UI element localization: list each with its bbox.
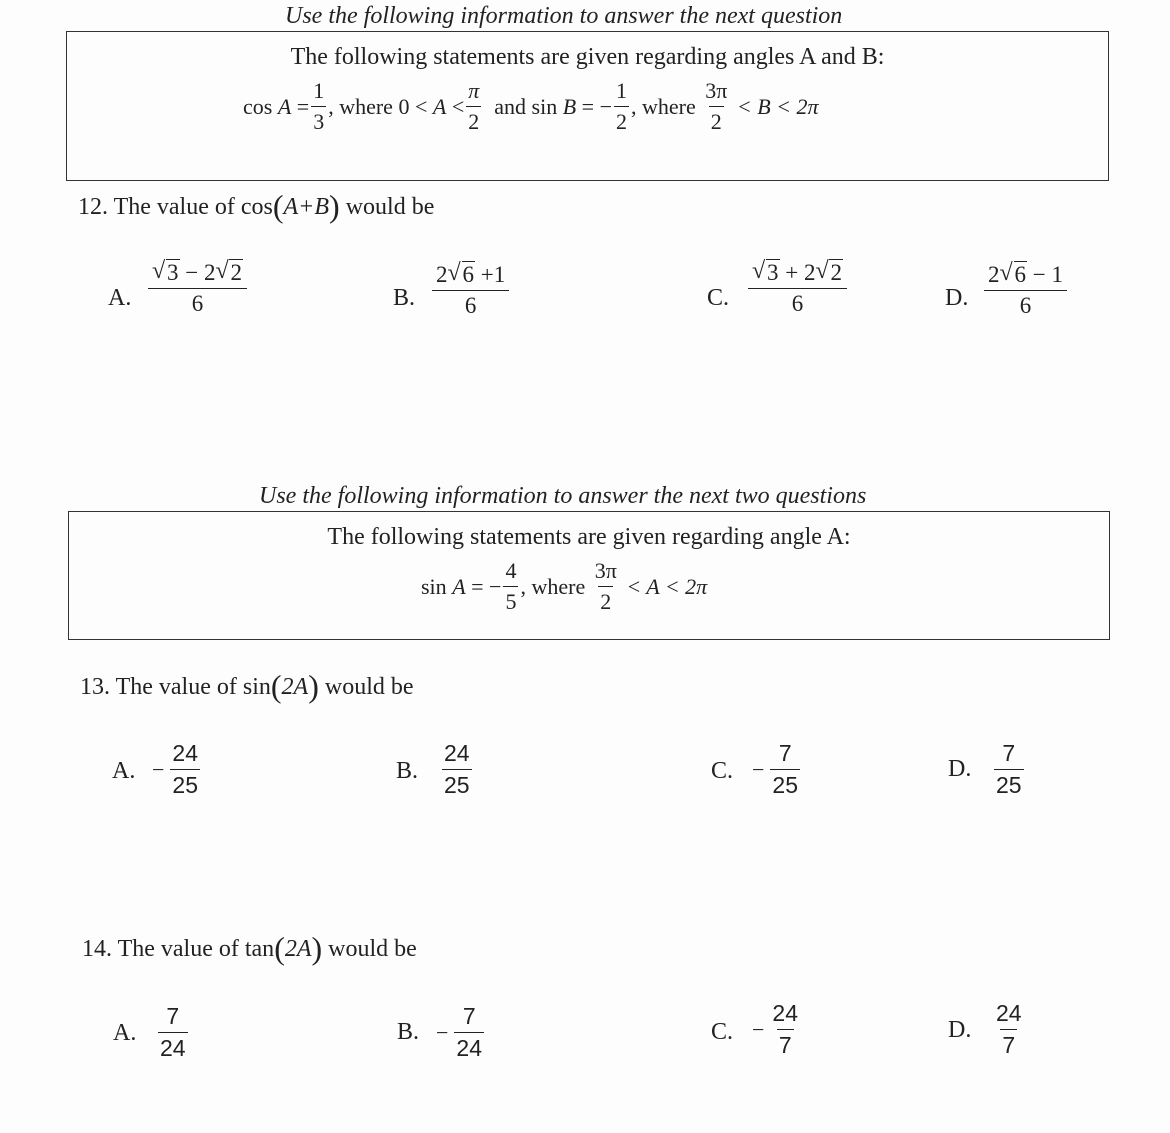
- sqrt-radicand: 3: [767, 260, 779, 285]
- fraction-numerator: 24: [772, 1000, 799, 1026]
- fraction-denominator: 25: [994, 769, 1024, 799]
- fraction-numerator: 24: [172, 740, 199, 766]
- question-number: 14.: [82, 936, 112, 962]
- sqrt-radicand: 3: [167, 260, 179, 285]
- fraction-numerator: 7: [462, 1003, 476, 1029]
- a-range-text: < A < 2π: [626, 573, 708, 599]
- three-pi-half-fraction: [703, 78, 729, 135]
- equals-minus: = −: [581, 93, 612, 119]
- fraction-numerator: 7: [1002, 740, 1016, 766]
- equals-minus: = −: [471, 573, 502, 599]
- option-letter: D.: [945, 285, 969, 311]
- fraction-denominator: 3: [311, 106, 326, 135]
- fraction-denominator: 2: [466, 106, 481, 135]
- sqrt-radicand: 2: [230, 260, 242, 285]
- cos-func: cos: [243, 93, 273, 119]
- fraction-numerator: 1: [616, 78, 627, 103]
- info2-conditions: [421, 558, 707, 615]
- q14-option-c[interactable]: [752, 1000, 802, 1059]
- three-pi-half-fraction: [593, 558, 619, 615]
- minus-sign: −: [752, 1016, 765, 1042]
- sin-b-fraction: [614, 78, 629, 135]
- equals-sign: =: [296, 93, 310, 119]
- option-letter: A.: [112, 758, 136, 784]
- sqrt-radicand: 6: [462, 262, 474, 287]
- function-argument: 2A: [281, 674, 309, 700]
- q12-option-b[interactable]: [432, 262, 509, 319]
- cos-func: cos: [240, 194, 273, 220]
- coefficient: 2: [436, 262, 448, 287]
- fraction-numerator: 24: [996, 1000, 1022, 1026]
- question-text-end: would be: [328, 936, 417, 962]
- info2-intro: Use the following information to answer the next two questions: [259, 483, 867, 509]
- fraction-numerator: 1: [313, 78, 325, 103]
- minus-sign: −: [152, 756, 165, 782]
- where-text: , where: [520, 573, 586, 599]
- info2-statement: The following statements are given regarding angle A:: [327, 524, 851, 550]
- option-letter: D.: [948, 756, 972, 782]
- fraction-denominator: 6: [984, 290, 1067, 319]
- and-sin-text: and sin: [494, 93, 558, 119]
- sin-func: sin: [421, 573, 447, 599]
- info2-box: [68, 511, 1110, 640]
- q12-option-c[interactable]: [748, 260, 847, 317]
- info1-statement: The following statements are given regarding angles A and B:: [290, 44, 885, 70]
- question-text: The value of: [115, 674, 237, 700]
- fraction-numerator: 4: [505, 558, 517, 583]
- question-text: The value of: [113, 194, 235, 220]
- cos-a-fraction: [311, 78, 326, 135]
- question-text-end: would be: [345, 194, 435, 220]
- q14-option-a[interactable]: [152, 1003, 190, 1062]
- angle-a: A: [432, 93, 447, 119]
- fraction-denominator: 5: [503, 586, 518, 615]
- info1-intro: Use the following information to answer the next question: [285, 3, 843, 29]
- fraction-denominator: 25: [770, 769, 800, 799]
- where-text: , where 0 <: [328, 93, 428, 119]
- q14-option-d[interactable]: [988, 1000, 1026, 1059]
- pi-half-fraction: [466, 78, 481, 135]
- fraction-denominator: 25: [442, 769, 472, 799]
- angle-b: B: [562, 93, 577, 119]
- fraction-denominator: 6: [432, 290, 509, 319]
- q13-option-b[interactable]: [436, 740, 474, 799]
- option-letter: C.: [711, 1019, 734, 1045]
- sqrt-radicand: 2: [830, 260, 842, 285]
- numerator-mid: + 2: [779, 260, 816, 285]
- question-13: 13. The value of sin(2A) would be: [80, 668, 414, 704]
- question-12: 12. The value of cos(A+B) would be: [78, 188, 435, 224]
- q14-option-b[interactable]: [436, 1003, 486, 1062]
- question-text: The value of: [117, 936, 239, 962]
- tan-func: tan: [244, 936, 275, 962]
- sin-a-fraction: [503, 558, 518, 615]
- info1-conditions: [243, 78, 819, 135]
- fraction-denominator: 7: [777, 1029, 794, 1059]
- q13-option-d[interactable]: [988, 740, 1026, 799]
- less-than: <: [451, 93, 465, 119]
- numerator-mid: − 2: [179, 260, 216, 285]
- option-letter: C.: [711, 758, 734, 784]
- q13-option-a[interactable]: [152, 740, 202, 799]
- where-text: , where: [631, 93, 696, 119]
- b-range-text: < B < 2π: [736, 93, 819, 119]
- option-letter: A.: [108, 285, 132, 311]
- fraction-numerator: 3π: [594, 558, 617, 583]
- fraction-numerator: 7: [778, 740, 792, 766]
- fraction-denominator: 2: [709, 106, 724, 135]
- fraction-denominator: 6: [148, 288, 247, 317]
- fraction-denominator: 6: [748, 288, 847, 317]
- q12-option-a[interactable]: [148, 260, 247, 317]
- sqrt-radicand: 6: [1014, 262, 1026, 287]
- option-letter: A.: [113, 1020, 137, 1046]
- q13-option-c[interactable]: [752, 740, 802, 799]
- fraction-numerator: 7: [166, 1003, 180, 1029]
- option-letter: B.: [393, 285, 416, 311]
- numerator-mid: − 1: [1027, 262, 1063, 287]
- fraction-numerator: π: [468, 78, 480, 103]
- numerator-mid: +1: [475, 262, 506, 287]
- question-number: 12.: [78, 194, 108, 220]
- fraction-denominator: 2: [598, 586, 613, 615]
- info1-box: [66, 31, 1109, 181]
- fraction-denominator: 24: [158, 1032, 188, 1062]
- angle-a: A: [277, 93, 292, 119]
- function-argument: A+B: [283, 194, 330, 220]
- option-letter: B.: [396, 758, 419, 784]
- question-text-end: would be: [324, 674, 414, 700]
- sin-func: sin: [242, 674, 271, 700]
- fraction-numerator: 24: [444, 740, 470, 766]
- fraction-denominator: 25: [170, 769, 200, 799]
- minus-sign: −: [752, 756, 765, 782]
- option-letter: B.: [397, 1019, 420, 1045]
- coefficient: 2: [988, 262, 1000, 287]
- angle-a: A: [452, 573, 466, 599]
- fraction-denominator: 7: [1000, 1029, 1017, 1059]
- option-letter: D.: [948, 1017, 972, 1043]
- option-letter: C.: [707, 285, 730, 311]
- q12-option-d[interactable]: [984, 262, 1067, 319]
- fraction-denominator: 24: [454, 1032, 484, 1062]
- question-number: 13.: [80, 674, 110, 700]
- fraction-numerator: 3π: [705, 78, 728, 103]
- fraction-denominator: 2: [614, 106, 629, 135]
- minus-sign: −: [436, 1019, 449, 1045]
- question-14: 14. The value of tan(2A) would be: [82, 930, 417, 966]
- function-argument: 2A: [284, 936, 312, 962]
